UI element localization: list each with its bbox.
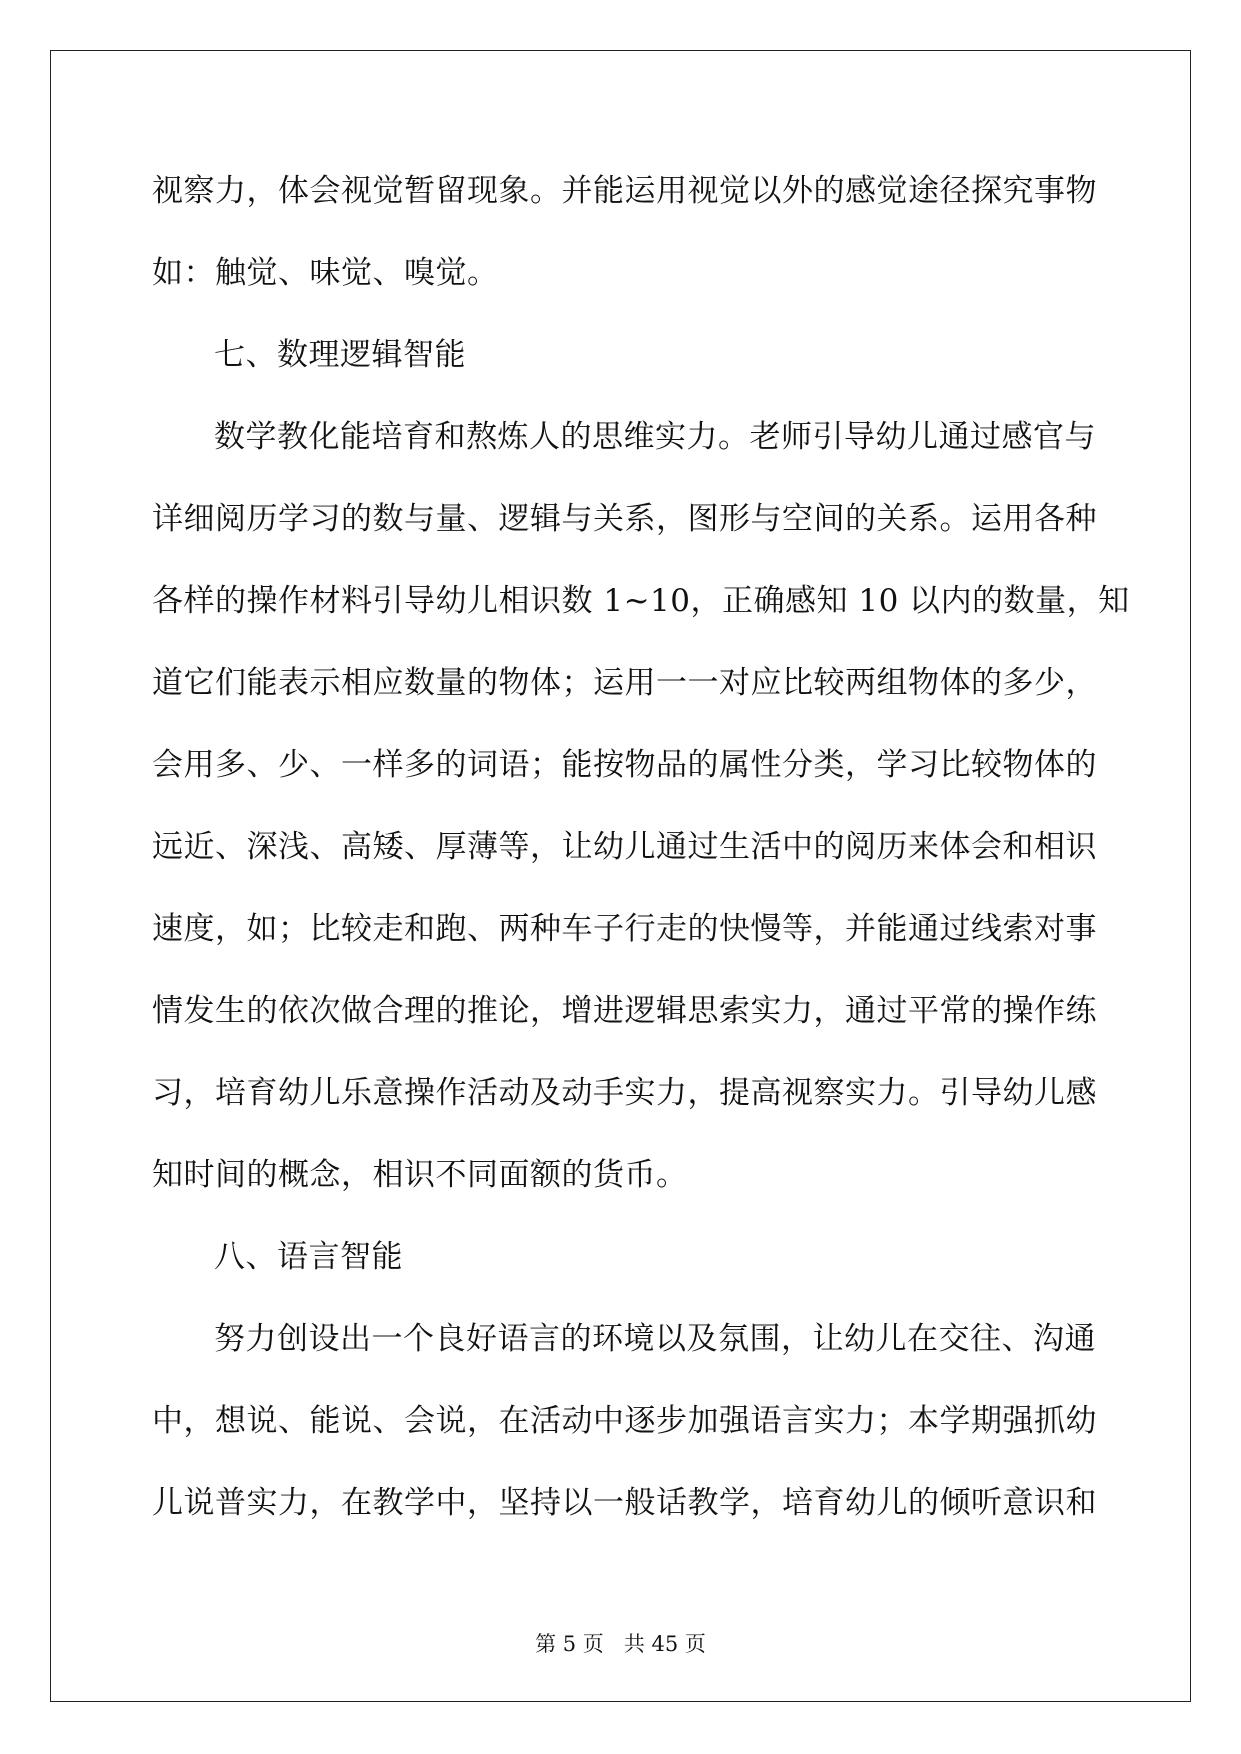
text-line: 视察力，体会视觉暂留现象。并能运用视觉以外的感觉途径探究事物: [152, 173, 1097, 209]
text-line: 努力创设出一个良好语言的环境以及氛围，让幼儿在交往、沟通: [214, 1321, 1096, 1357]
text-line: 如：触觉、味觉、嗅觉。: [152, 255, 499, 291]
page-number: 第 5 页: [535, 1632, 604, 1656]
text-line: 道它们能表示相应数量的物体；运用一一对应比较两组物体的多少，: [152, 665, 1097, 701]
section-heading: 七、数理逻辑智能: [214, 337, 466, 373]
page-total: 共 45 页: [623, 1632, 706, 1656]
text-line: 详细阅历学习的数与量、逻辑与关系，图形与空间的关系。运用各种: [152, 501, 1097, 537]
text-line: 会用多、少、一样多的词语；能按物品的属性分类，学习比较物体的: [152, 747, 1097, 783]
text-line: 数学教化能培育和熬炼人的思维实力。老师引导幼儿通过感官与: [214, 419, 1096, 455]
text-line: 知时间的概念，相识不同面额的货币。: [152, 1157, 688, 1193]
text-line: 中，想说、能说、会说，在活动中逐步加强语言实力；本学期强抓幼: [152, 1403, 1097, 1439]
text-line: 各样的操作材料引导幼儿相识数 1~10，正确感知 10 以内的数量，知: [152, 583, 1130, 619]
section-heading: 八、语言智能: [214, 1239, 403, 1275]
text-line: 习，培育幼儿乐意操作活动及动手实力，提高视察实力。引导幼儿感: [152, 1075, 1097, 1111]
text-line: 儿说普实力，在教学中，坚持以一般话教学，培育幼儿的倾听意识和: [152, 1485, 1097, 1521]
text-line: 情发生的依次做合理的推论，增进逻辑思索实力，通过平常的操作练: [152, 993, 1097, 1029]
text-line: 远近、深浅、高矮、厚薄等，让幼儿通过生活中的阅历来体会和相识: [152, 829, 1097, 865]
document-body: [152, 167, 1130, 1561]
page-footer: [0, 1628, 1241, 1658]
text-line: 速度，如；比较走和跑、两种车子行走的快慢等，并能通过线索对事: [152, 911, 1097, 947]
